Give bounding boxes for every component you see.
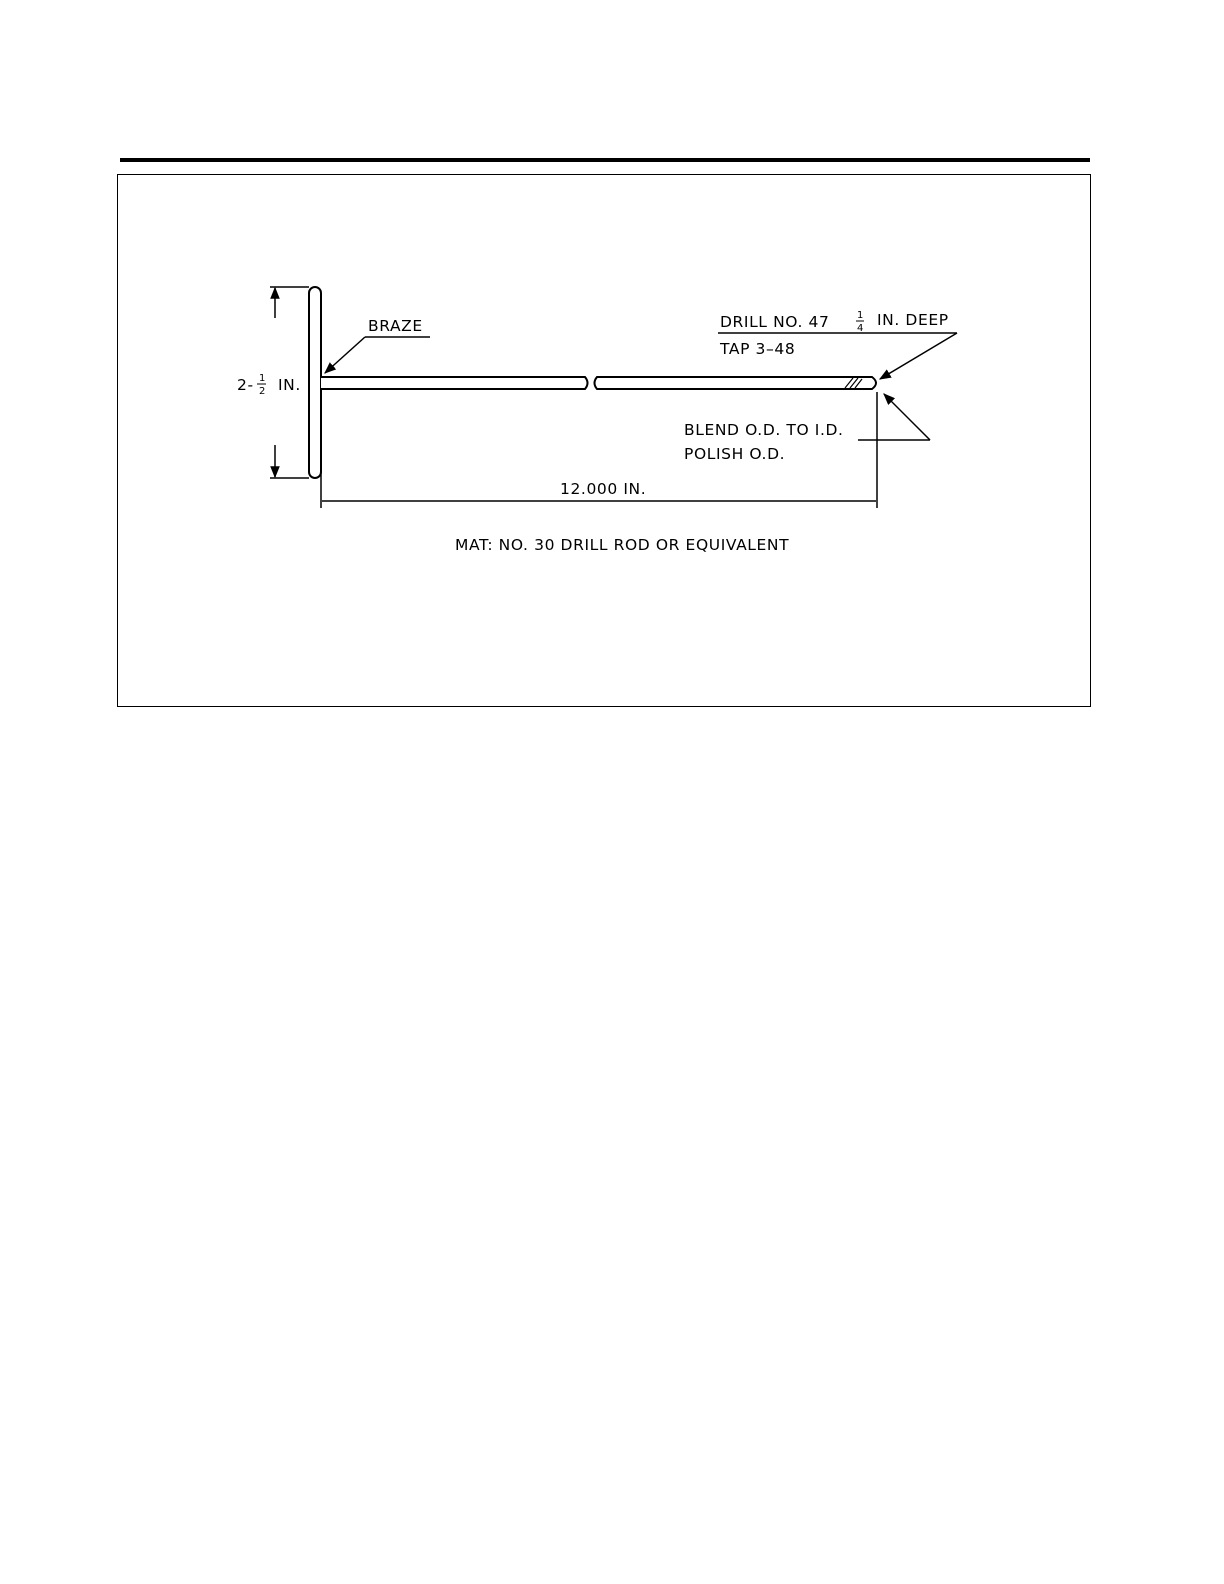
rod-left-segment — [321, 377, 588, 389]
tap-label: TAP 3–48 — [720, 340, 796, 358]
polish-label: POLISH O.D. — [684, 445, 786, 463]
length-label: 12.000 IN. — [560, 480, 647, 498]
rod-right-segment — [595, 377, 877, 389]
braze-leader — [325, 337, 430, 373]
height-label-whole: 2- — [237, 376, 254, 394]
height-label-frac-num: 1 — [259, 373, 266, 384]
drill-label: DRILL NO. 47 — [720, 313, 830, 331]
drill-frac-num: 1 — [857, 310, 864, 321]
height-label-unit: IN. — [278, 376, 301, 394]
drill-suffix: IN. DEEP — [877, 311, 949, 329]
blend-label: BLEND O.D. TO I.D. — [684, 421, 844, 439]
handle-bar — [309, 287, 321, 478]
height-label-frac-den: 2 — [259, 386, 266, 397]
material-note: MAT: NO. 30 DRILL ROD OR EQUIVALENT — [455, 536, 790, 554]
drill-frac-den: 4 — [857, 323, 864, 334]
braze-label: BRAZE — [368, 317, 423, 335]
blend-leader — [858, 394, 930, 440]
